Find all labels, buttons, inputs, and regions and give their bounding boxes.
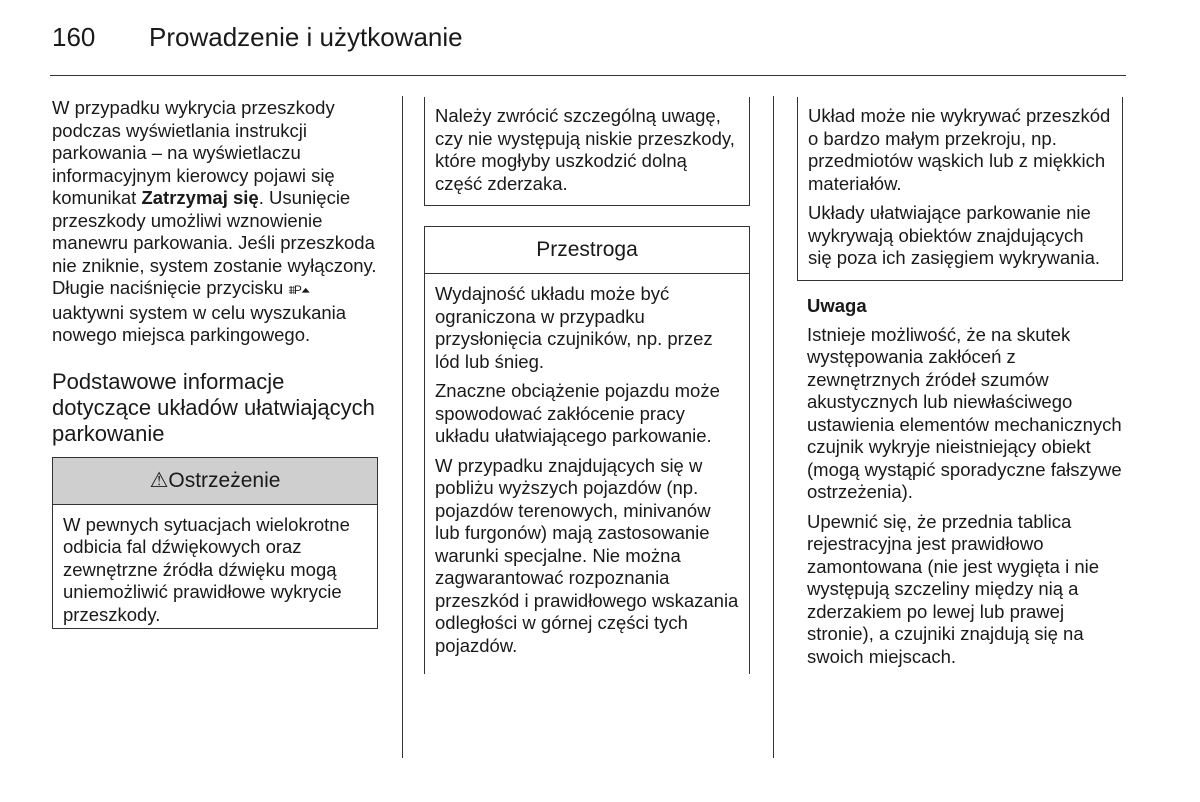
detection-paragraph-1: Układ może nie wykrywać przeszkód o bardzo małym przekroju, np. przedmiotów wąskich lub z miękkich materiałów.: [808, 105, 1111, 194]
column-1: [52, 97, 378, 629]
warning-box: [52, 457, 378, 630]
caution-paragraph-2: Znaczne obciążenie pojazdu może spowodować zakłócenie pracy układu ułatwiającego parkowanie.: [435, 380, 720, 446]
stop-message: Zatrzymaj się: [141, 187, 259, 208]
caution-paragraph-3: W przypadku znajdujących się w pobliżu wyższych pojazdów (np. pojazdów terenowych, minivanów lub furgonów) mają zastosowanie warunki specjalne. Nie można zagwarantować rozpoznania przeszkód i prawidłowego wskazania odległości w górnej części tych pojazdów.: [435, 454, 739, 656]
caution-box: [424, 226, 750, 674]
column-divider-1: [402, 96, 403, 758]
low-obstacle-note: Należy zwrócić szczególną uwagę, czy nie występują niskie przeszkody, które mogłyby uszkodzić dolną część zderzaka.: [424, 97, 750, 206]
header-rule: [50, 75, 1126, 76]
column-3: [797, 97, 1123, 675]
warning-text: W pewnych sytuacjach wielokrotne odbicia fal dźwiękowych oraz zewnętrzne źródła dźwięku mogą uniemożliwić prawidłowe wykrycie przeszkody.: [63, 513, 350, 625]
section-heading: Podstawowe informacje dotyczące układów ułatwiających parkowanie: [52, 368, 375, 446]
detection-limits-box: [797, 97, 1123, 281]
chapter-title: Prowadzenie i użytkowanie: [149, 22, 463, 52]
note-paragraph-1: Istnieje możliwość, że na skutek występowania zakłóceń z zewnętrznych źródeł szumów akustycznych lub niewłaściwego ustawienia elementów mechanicznych czujnik wykryje nieistniejący obiekt (mogą wystąpić sporadyczne fałszywe ostrzeżenia).: [807, 323, 1122, 502]
warning-title: ⚠Ostrzeżenie: [53, 458, 377, 505]
caution-body: [425, 274, 749, 674]
detection-paragraph-2: Układy ułatwiające parkowanie nie wykrywają obiektów znajdujących się poza ich zasięgiem wykrywania.: [808, 202, 1101, 268]
intro-paragraph: W przypadku wykrycia przeszkody podczas wyświetlania instrukcji parkowania – na wyświetlaczu informacyjnym kierowcy pojawi się komunikat Zatrzymaj się. Usunięcie przeszkody umożliwi wznowienie manewru parkowania. Jeśli przeszkoda nie zniknie, system zostanie wyłączony. Długie naciśnięcie przycisku ⩩P⏶ uaktywni system w celu wyszukania nowego miejsca parkingowego.: [52, 97, 377, 345]
caution-paragraph-1: Wydajność układu może być ograniczona w przypadku przysłonięcia czujników, np. przez lód lub śnieg.: [435, 283, 713, 372]
column-2: [424, 97, 750, 674]
warning-triangle-icon: ⚠: [149, 468, 169, 492]
note-label: Uwaga: [807, 294, 867, 316]
parking-button-icon: ⩩P⏶: [288, 283, 310, 297]
caution-title: Przestroga: [425, 227, 749, 274]
column-divider-2: [773, 96, 774, 758]
note-section: [797, 295, 1123, 669]
note-paragraph-2: Upewnić się, że przednia tablica rejestracyjna jest prawidłowo zamontowana (nie jest wygięta i nie występują szczeliny między nią a zderzakiem po lewej lub prawej stronie), a czujniki znajdują się na swoich miejscach.: [807, 510, 1100, 667]
page-number: 160: [52, 22, 96, 52]
